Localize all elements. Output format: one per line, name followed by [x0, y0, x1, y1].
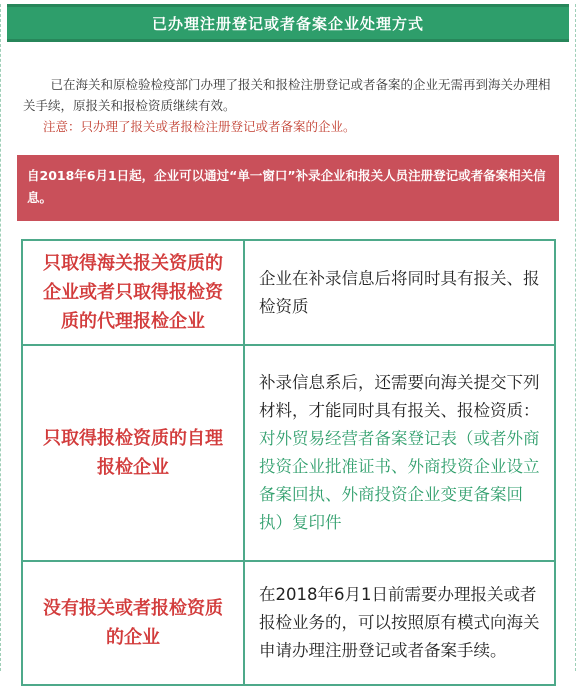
intro-section [23, 74, 553, 137]
description-text: 补录信息系后，还需要向海关提交下列材料，才能同时具有报关、报检资质： [259, 373, 540, 420]
description-cell [244, 345, 555, 561]
required-materials: 对外贸易经营者备案登记表（或者外商投资企业批准证书、外商投资企业设立备案回执、外商投资企业变更备案回执）复印件 [259, 429, 540, 532]
description-cell: 企业在补录信息后将同时具有报关、报检资质 [244, 240, 555, 345]
category-cell: 没有报关或者报检资质的企业 [22, 561, 244, 685]
page [0, 4, 576, 671]
notice-banner [17, 155, 559, 221]
table-row [22, 345, 555, 561]
category-cell: 只取得海关报关资质的企业或者只取得报检资质的代理报检企业 [22, 240, 244, 345]
procedure-table [21, 239, 556, 686]
notice-banner-text: 自2018年6月1日起，企业可以通过“单一窗口”补录企业和报关人员注册登记或者备案相关信息。 [27, 168, 546, 205]
intro-paragraph: 已在海关和原检验检疫部门办理了报关和报检注册登记或者备案的企业无需再到海关办理相关手续，原报关和报检资质继续有效。 [23, 77, 551, 113]
intro-note: 注意：只办理了报关或者报检注册登记或者备案的企业。 [43, 119, 356, 134]
page-title-text: 已办理注册登记或者备案企业处理方式 [151, 14, 424, 33]
table-row [22, 240, 555, 345]
table-row [22, 561, 555, 685]
category-cell: 只取得报检资质的自理报检企业 [22, 345, 244, 561]
description-cell: 在2018年6月1日前需要办理报关或者报检业务的，可以按照原有模式向海关申请办理注册登记或者备案手续。 [244, 561, 555, 685]
page-title [7, 4, 569, 42]
